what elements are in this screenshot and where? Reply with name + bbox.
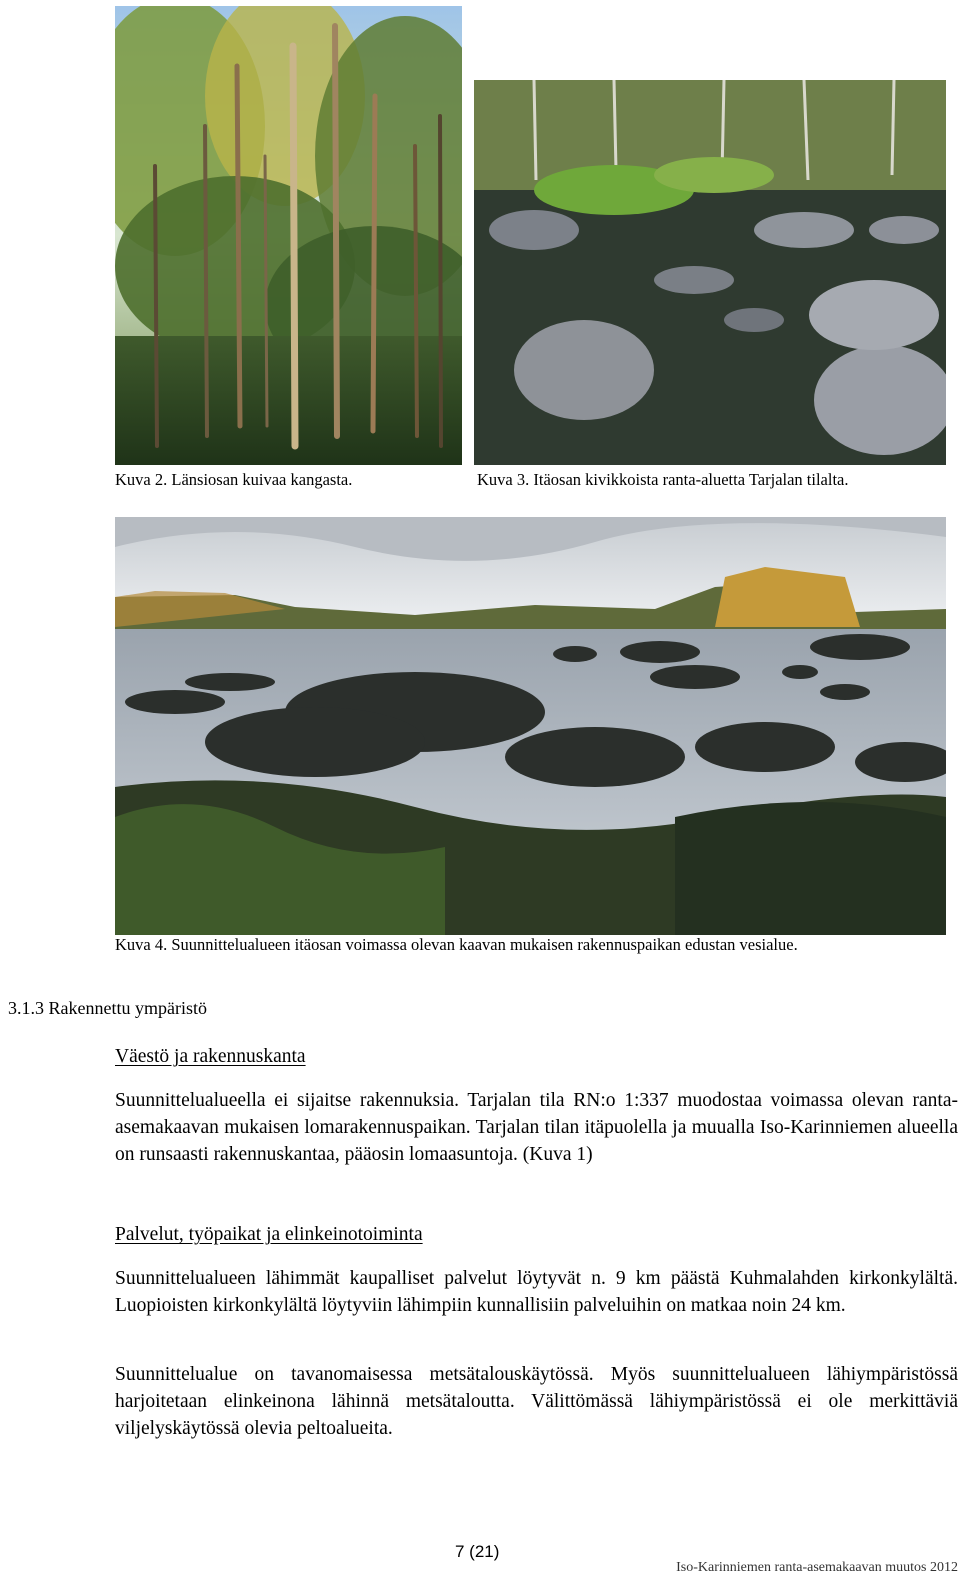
footer-document-title: Iso-Karinniemen ranta-asemakaavan muutos 2012: [676, 1560, 958, 1575]
section-heading: 3.1.3 Rakennettu ympäristö: [8, 998, 207, 1018]
forest-photo: [115, 6, 462, 465]
stony-shore-photo: [474, 80, 946, 465]
lake-photo: [115, 517, 946, 935]
page-number: 7 (21): [455, 1542, 500, 1561]
paragraph-industry: Suunnittelualue on tavanomaisessa metsätalouskäytössä. Myös suunnittelualueen lähiympäristössä harjoitetaan elinkeinona lähinnä metsätaloutta. Välittömässä lähiympäristössä ei ole merkittäviä viljelyskäytössä olevia peltoalueita.: [115, 1364, 958, 1439]
figure-3-caption: Kuva 3. Itäosan kivikkoista ranta-aluetta Tarjalan tilalta.: [477, 470, 849, 489]
figure-2-caption: Kuva 2. Länsiosan kuivaa kangasta.: [115, 470, 353, 489]
paragraph-population: Suunnittelualueella ei sijaitse rakennuksia. Tarjalan tila RN:o 1:337 muodostaa voimassa olevan ranta-asemakaavan mukaisen lomarakennuspaikan. Tarjalan tilan itäpuolella ja muualla Iso-Karinniemen alueella on runsaasti rakennuskantaa, pääosin lomaasuntoja. (Kuva 1): [115, 1090, 958, 1165]
paragraph-services: Suunnittelualueen lähimmät kaupalliset palvelut löytyvät n. 9 km päästä Kuhmalahden kirkonkylältä. Luopioisten kirkonkylältä löytyviin lähimpiin kunnallisiin palveluihin on matkaa noin 24 km.: [115, 1268, 958, 1316]
subheading-services: Palvelut, työpaikat ja elinkeinotoiminta: [115, 1224, 423, 1245]
subheading-population: Väestö ja rakennuskanta: [115, 1046, 306, 1067]
figure-4-caption: Kuva 4. Suunnittelualueen itäosan voimassa olevan kaavan mukaisen rakennuspaikan edustan vesialue.: [115, 935, 798, 954]
